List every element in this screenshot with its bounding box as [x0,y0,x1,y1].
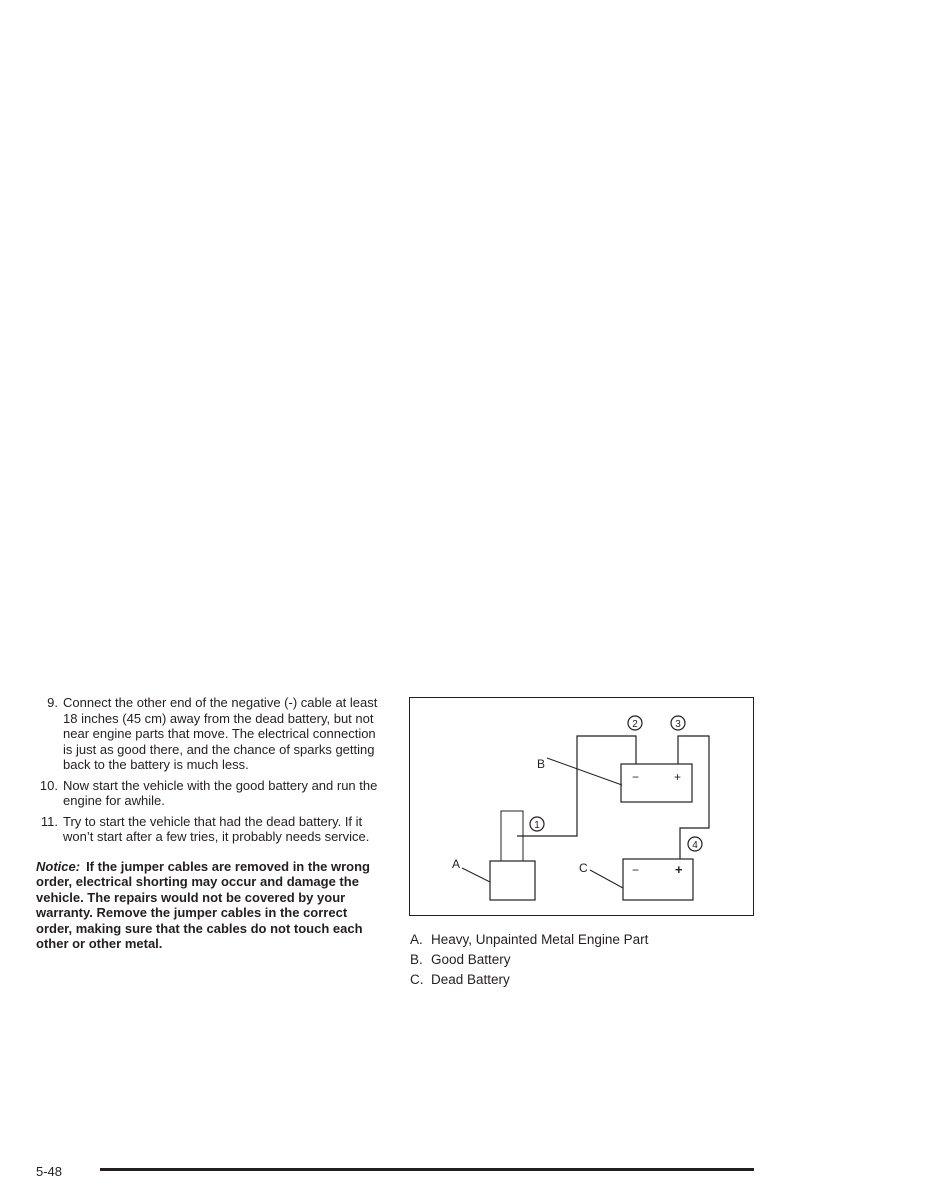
leader-line-c [590,870,623,888]
footer-rule [100,1168,754,1171]
caption-letter: B. [410,952,423,967]
leader-line-a [462,868,490,882]
notice-text: If the jumper cables are removed in the wrong order, electrical shorting may occur and damage the vehicle. The repairs would not be covered by your warranty. Remove the jumper cables in the correct order, making sure that the cables do not touch each other or other metal. [36,858,370,951]
step-text: Now start the vehicle with the good battery and run the engine for awhile. [63,777,378,808]
leader-line-b [547,758,622,785]
step-10 [36,778,381,809]
notice-label: Notice: [36,858,81,874]
label-c: C [579,861,588,875]
marker-number: 4 [692,840,698,851]
step-11 [36,814,381,845]
step-number: 11. [40,813,58,829]
good-battery-minus: − [632,770,640,784]
marker-number: 1 [534,820,540,831]
step-text: Try to start the vehicle that had the dead battery. If it won’t start after a few tries, it probably needs service. [63,813,370,844]
label-a: A [452,857,461,871]
dead-battery-plus: + [675,862,683,877]
step-marker-1 [530,817,544,831]
caption-b [410,950,648,970]
label-b: B [537,757,546,771]
good-battery-plus: + [674,770,682,784]
caption-text: Dead Battery [431,972,510,987]
caption-text: Good Battery [431,952,511,967]
caption-a [410,930,648,950]
diagram-drawing [410,698,755,917]
caption-text: Heavy, Unpainted Metal Engine Part [431,932,649,947]
notice-paragraph [36,859,381,952]
jumper-cable-diagram [409,697,754,916]
dead-battery-minus: − [632,863,640,877]
engine-part-block [490,861,535,900]
step-marker-4 [688,837,702,851]
caption-letter: A. [410,932,423,947]
step-marker-3 [671,716,685,730]
step-number: 9. [47,695,58,710]
marker-number: 2 [632,719,638,730]
page-number: 5-48 [36,1164,63,1179]
caption-c [410,970,648,990]
step-number: 10. [39,777,58,793]
caption-letter: C. [410,972,424,987]
step-9 [36,695,381,773]
instructions-column [36,695,381,952]
step-marker-2 [628,716,642,730]
figure-captions [410,930,648,990]
step-text: Connect the other end of the negative (-) cable at least 18 inches (45 cm) away from the dead battery, but not near engine parts that move. The electrical connection is just as good there, and the chance of sparks getting back to the battery is much less. [63,695,378,772]
marker-number: 3 [675,719,681,730]
